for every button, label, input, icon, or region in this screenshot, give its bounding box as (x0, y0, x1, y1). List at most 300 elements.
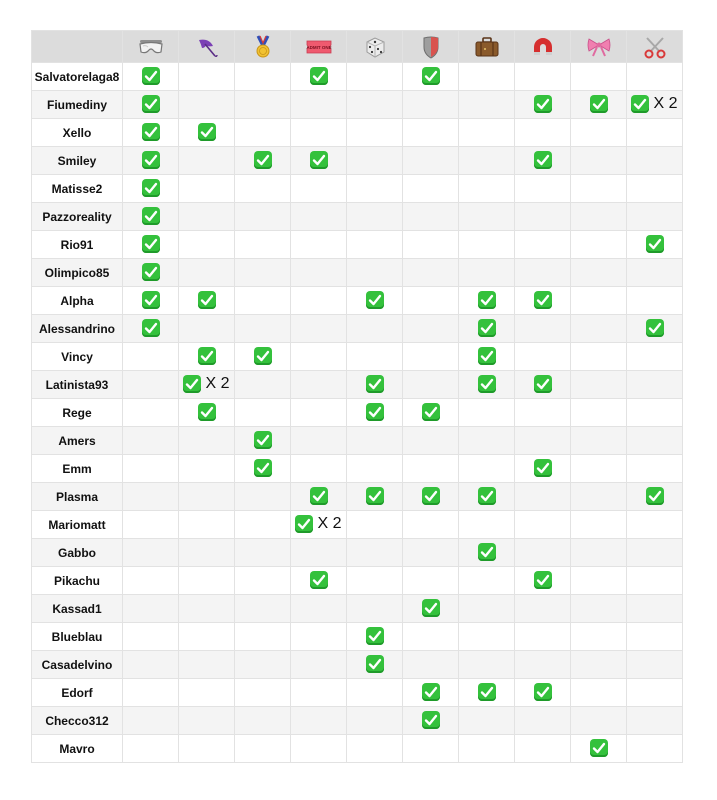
player-name: Fiumediny (32, 91, 123, 119)
cell-magnet (515, 203, 571, 231)
cell-ticket (291, 63, 347, 91)
cell-magnet (515, 623, 571, 651)
cell-medal (235, 651, 291, 679)
cell-ticket (291, 623, 347, 651)
player-name: Edorf (32, 679, 123, 707)
check-mark-icon (646, 235, 664, 253)
cell-dice (347, 147, 403, 175)
check-mark-icon (254, 347, 272, 365)
check-mark-icon (478, 347, 496, 365)
cell-magnet (515, 371, 571, 399)
cell-umbrella (179, 623, 235, 651)
cell-dice (347, 679, 403, 707)
player-name: Xello (32, 119, 123, 147)
cell-bow (571, 651, 627, 679)
cell-dice (347, 371, 403, 399)
table-row (32, 567, 683, 595)
cell-scissors (627, 259, 683, 287)
cell-magnet (515, 147, 571, 175)
cell-dice (347, 455, 403, 483)
player-name: Latinista93 (32, 371, 123, 399)
cell-bow (571, 203, 627, 231)
cell-shield (403, 371, 459, 399)
cell-ticket (291, 231, 347, 259)
cell-dice (347, 343, 403, 371)
cell-magnet (515, 343, 571, 371)
cell-medal (235, 203, 291, 231)
cell-ticket (291, 679, 347, 707)
check-mark-icon (366, 655, 384, 673)
player-name: Pazzoreality (32, 203, 123, 231)
table-row (32, 343, 683, 371)
cell-briefcase (459, 567, 515, 595)
cell-shield (403, 287, 459, 315)
cell-magnet (515, 483, 571, 511)
cell-scissors (627, 567, 683, 595)
player-name: Pikachu (32, 567, 123, 595)
check-mark-icon (478, 319, 496, 337)
cell-goggles (123, 231, 179, 259)
cell-scissors (627, 679, 683, 707)
table-row (32, 287, 683, 315)
check-mark-icon (366, 291, 384, 309)
check-mark-icon (422, 403, 440, 421)
table-row (32, 455, 683, 483)
shield-icon (403, 35, 458, 59)
check-mark-icon (142, 151, 160, 169)
cell-umbrella (179, 679, 235, 707)
cell-dice (347, 287, 403, 315)
cell-magnet (515, 63, 571, 91)
table-row (32, 679, 683, 707)
check-mark-icon (534, 291, 552, 309)
table-row (32, 483, 683, 511)
cell-bow (571, 119, 627, 147)
check-mark-icon (422, 599, 440, 617)
cell-goggles (123, 735, 179, 763)
cell-shield (403, 427, 459, 455)
umbrella-icon (179, 36, 234, 58)
cell-shield (403, 315, 459, 343)
table-row (32, 539, 683, 567)
scissors-icon (627, 35, 682, 59)
check-mark-icon (534, 683, 552, 701)
cell-scissors (627, 623, 683, 651)
cell-magnet (515, 511, 571, 539)
cell-umbrella (179, 567, 235, 595)
cell-briefcase (459, 175, 515, 203)
check-mark-icon (310, 487, 328, 505)
column-header-scissors (627, 31, 683, 63)
cell-briefcase (459, 735, 515, 763)
cell-goggles (123, 371, 179, 399)
cell-briefcase (459, 679, 515, 707)
cell-medal (235, 231, 291, 259)
cell-umbrella (179, 399, 235, 427)
cell-umbrella (179, 455, 235, 483)
check-mark-icon (478, 291, 496, 309)
cell-medal (235, 287, 291, 315)
table-row (32, 399, 683, 427)
cell-umbrella (179, 511, 235, 539)
table-row (32, 91, 683, 119)
check-mark-icon (590, 739, 608, 757)
check-mark-icon (310, 67, 328, 85)
cell-ticket (291, 315, 347, 343)
cell-ticket (291, 707, 347, 735)
cell-magnet (515, 315, 571, 343)
cell-medal (235, 63, 291, 91)
cell-scissors (627, 735, 683, 763)
cell-magnet (515, 567, 571, 595)
cell-shield (403, 651, 459, 679)
header-row (32, 31, 683, 63)
cell-scissors (627, 455, 683, 483)
check-mark-icon (478, 683, 496, 701)
cell-briefcase (459, 455, 515, 483)
cell-shield (403, 399, 459, 427)
cell-ticket (291, 651, 347, 679)
cell-briefcase (459, 539, 515, 567)
cell-umbrella (179, 539, 235, 567)
cell-goggles (123, 623, 179, 651)
cell-medal (235, 511, 291, 539)
cell-magnet (515, 119, 571, 147)
cell-goggles (123, 483, 179, 511)
player-name: Casadelvino (32, 651, 123, 679)
cell-bow (571, 679, 627, 707)
cell-goggles (123, 175, 179, 203)
table-row (32, 623, 683, 651)
cell-ticket (291, 343, 347, 371)
table-row (32, 259, 683, 287)
cell-scissors (627, 315, 683, 343)
cell-dice (347, 651, 403, 679)
check-mark-icon (422, 67, 440, 85)
cell-dice (347, 539, 403, 567)
player-name: Smiley (32, 147, 123, 175)
cell-shield (403, 63, 459, 91)
cell-briefcase (459, 511, 515, 539)
table-row (32, 175, 683, 203)
cell-shield (403, 707, 459, 735)
cell-dice (347, 595, 403, 623)
cell-scissors (627, 511, 683, 539)
cell-medal (235, 483, 291, 511)
cell-scissors (627, 707, 683, 735)
ticket-icon (291, 38, 346, 56)
check-mark-icon (142, 291, 160, 309)
cell-briefcase (459, 259, 515, 287)
check-mark-icon (310, 151, 328, 169)
cell-bow (571, 371, 627, 399)
check-mark-icon (183, 375, 201, 393)
cell-bow (571, 63, 627, 91)
check-mark-icon (422, 487, 440, 505)
cell-ticket (291, 399, 347, 427)
cell-umbrella (179, 175, 235, 203)
column-header-goggles (123, 31, 179, 63)
cell-ticket (291, 483, 347, 511)
check-mark-icon (366, 627, 384, 645)
cell-bow (571, 287, 627, 315)
cell-dice (347, 91, 403, 119)
goggles-icon (123, 37, 178, 57)
check-mark-icon (478, 487, 496, 505)
cell-briefcase (459, 707, 515, 735)
player-name: Vincy (32, 343, 123, 371)
cell-dice (347, 707, 403, 735)
cell-medal (235, 679, 291, 707)
check-mark-icon (254, 151, 272, 169)
ticket-text: ADMIT ONE (305, 44, 332, 50)
cell-bow (571, 707, 627, 735)
check-mark-icon (534, 95, 552, 113)
player-name: Emm (32, 455, 123, 483)
cell-bow (571, 231, 627, 259)
check-mark-icon (478, 543, 496, 561)
check-mark-icon (142, 95, 160, 113)
player-name: Amers (32, 427, 123, 455)
cell-dice (347, 427, 403, 455)
column-header-magnet (515, 31, 571, 63)
cell-scissors (627, 651, 683, 679)
cell-magnet (515, 287, 571, 315)
header-corner-cell (32, 31, 123, 63)
cell-scissors (627, 287, 683, 315)
cell-shield (403, 679, 459, 707)
cell-ticket (291, 511, 347, 539)
check-mark-icon (142, 123, 160, 141)
cell-goggles (123, 427, 179, 455)
cell-dice (347, 175, 403, 203)
cell-medal (235, 707, 291, 735)
cell-bow (571, 175, 627, 203)
cell-dice (347, 231, 403, 259)
cell-ticket (291, 427, 347, 455)
cell-briefcase (459, 651, 515, 679)
cell-bow (571, 147, 627, 175)
cell-medal (235, 399, 291, 427)
cell-dice (347, 259, 403, 287)
cell-goggles (123, 511, 179, 539)
cell-ticket (291, 567, 347, 595)
cell-briefcase (459, 315, 515, 343)
cell-umbrella (179, 63, 235, 91)
cell-goggles (123, 567, 179, 595)
player-name: Gabbo (32, 539, 123, 567)
cell-umbrella (179, 259, 235, 287)
cell-scissors (627, 399, 683, 427)
player-name: Checco312 (32, 707, 123, 735)
cell-shield (403, 231, 459, 259)
cell-goggles (123, 707, 179, 735)
cell-ticket (291, 287, 347, 315)
cell-briefcase (459, 595, 515, 623)
cell-dice (347, 511, 403, 539)
check-mark-icon (310, 571, 328, 589)
check-mark-icon (422, 683, 440, 701)
cell-magnet (515, 455, 571, 483)
cell-bow (571, 259, 627, 287)
check-mark-icon (534, 459, 552, 477)
column-header-ticket (291, 31, 347, 63)
cell-ticket (291, 119, 347, 147)
cell-bow (571, 455, 627, 483)
cell-scissors (627, 203, 683, 231)
cell-shield (403, 735, 459, 763)
check-mark-icon (646, 487, 664, 505)
cell-ticket (291, 371, 347, 399)
column-header-dice (347, 31, 403, 63)
cell-scissors (627, 371, 683, 399)
cell-ticket (291, 91, 347, 119)
check-mark-icon (142, 263, 160, 281)
cell-scissors (627, 595, 683, 623)
cell-dice (347, 399, 403, 427)
cell-shield (403, 511, 459, 539)
check-mark-icon (295, 515, 313, 533)
cell-goggles (123, 287, 179, 315)
magnet-icon (515, 36, 570, 58)
cell-magnet (515, 595, 571, 623)
check-mark-icon (534, 151, 552, 169)
cell-umbrella (179, 119, 235, 147)
multiplier-label: X 2 (205, 375, 230, 393)
check-mark-icon (142, 179, 160, 197)
cell-goggles (123, 539, 179, 567)
cell-goggles (123, 399, 179, 427)
cell-magnet (515, 679, 571, 707)
cell-bow (571, 483, 627, 511)
player-name: Rio91 (32, 231, 123, 259)
table-row (32, 595, 683, 623)
check-mark-icon (366, 375, 384, 393)
cell-shield (403, 203, 459, 231)
cell-medal (235, 91, 291, 119)
table-row (32, 735, 683, 763)
cell-scissors (627, 91, 683, 119)
cell-magnet (515, 707, 571, 735)
cell-goggles (123, 595, 179, 623)
cell-bow (571, 315, 627, 343)
cell-shield (403, 147, 459, 175)
table-row (32, 511, 683, 539)
cell-scissors (627, 119, 683, 147)
cell-bow (571, 539, 627, 567)
cell-goggles (123, 147, 179, 175)
cell-umbrella (179, 651, 235, 679)
cell-umbrella (179, 707, 235, 735)
cell-medal (235, 147, 291, 175)
cell-magnet (515, 651, 571, 679)
cell-dice (347, 735, 403, 763)
player-name: Mariomatt (32, 511, 123, 539)
cell-briefcase (459, 231, 515, 259)
cell-umbrella (179, 287, 235, 315)
cell-shield (403, 595, 459, 623)
cell-shield (403, 119, 459, 147)
check-mark-icon (366, 487, 384, 505)
cell-umbrella (179, 483, 235, 511)
column-header-briefcase (459, 31, 515, 63)
cell-bow (571, 343, 627, 371)
check-mark-icon (631, 95, 649, 113)
cell-dice (347, 483, 403, 511)
cell-scissors (627, 539, 683, 567)
cell-medal (235, 371, 291, 399)
column-header-medal (235, 31, 291, 63)
cell-goggles (123, 343, 179, 371)
cell-briefcase (459, 287, 515, 315)
cell-ticket (291, 203, 347, 231)
check-mark-icon (198, 347, 216, 365)
table-row (32, 203, 683, 231)
cell-goggles (123, 91, 179, 119)
player-name: Rege (32, 399, 123, 427)
player-name: Kassad1 (32, 595, 123, 623)
check-mark-icon (646, 319, 664, 337)
cell-shield (403, 343, 459, 371)
cell-medal (235, 315, 291, 343)
table-row (32, 427, 683, 455)
check-mark-icon (534, 375, 552, 393)
cell-magnet (515, 175, 571, 203)
cell-bow (571, 399, 627, 427)
cell-goggles (123, 315, 179, 343)
cell-umbrella (179, 427, 235, 455)
cell-briefcase (459, 147, 515, 175)
cell-briefcase (459, 371, 515, 399)
cell-briefcase (459, 91, 515, 119)
cell-umbrella (179, 315, 235, 343)
check-mark-icon (142, 235, 160, 253)
cell-medal (235, 623, 291, 651)
cell-briefcase (459, 63, 515, 91)
player-name: Olimpico85 (32, 259, 123, 287)
cell-medal (235, 119, 291, 147)
cell-ticket (291, 539, 347, 567)
cell-dice (347, 567, 403, 595)
check-mark-icon (142, 207, 160, 225)
cell-scissors (627, 427, 683, 455)
column-header-umbrella (179, 31, 235, 63)
cell-ticket (291, 259, 347, 287)
cell-umbrella (179, 147, 235, 175)
cell-goggles (123, 63, 179, 91)
medal-icon (235, 35, 290, 59)
cell-dice (347, 63, 403, 91)
cell-briefcase (459, 203, 515, 231)
table-row (32, 147, 683, 175)
table-row (32, 707, 683, 735)
cell-magnet (515, 259, 571, 287)
cell-briefcase (459, 483, 515, 511)
column-header-bow (571, 31, 627, 63)
cell-bow (571, 511, 627, 539)
table-row (32, 231, 683, 259)
player-name: Alpha (32, 287, 123, 315)
dice-icon (347, 36, 402, 58)
check-mark-icon (254, 431, 272, 449)
cell-ticket (291, 175, 347, 203)
cell-umbrella (179, 595, 235, 623)
cell-medal (235, 735, 291, 763)
cell-bow (571, 623, 627, 651)
cell-ticket (291, 595, 347, 623)
cell-dice (347, 203, 403, 231)
cell-umbrella (179, 231, 235, 259)
